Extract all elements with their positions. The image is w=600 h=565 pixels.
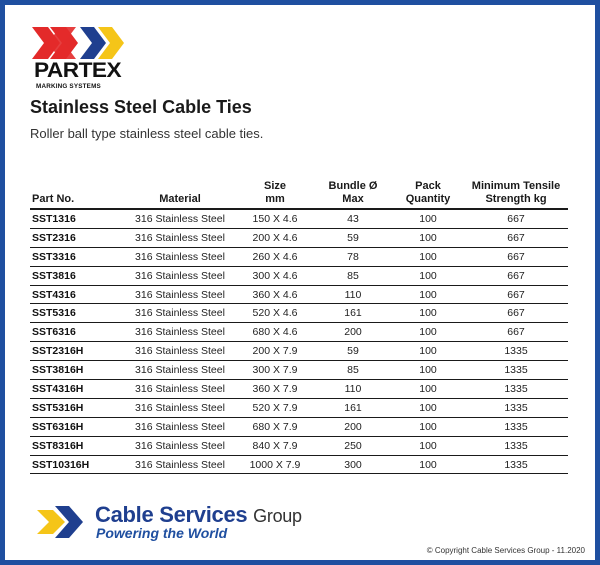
bundle-cell: 59 bbox=[347, 345, 359, 358]
company-tagline: Powering the World bbox=[96, 525, 228, 541]
pack-quantity-cell: 100 bbox=[419, 383, 437, 396]
pack-quantity-cell: 100 bbox=[419, 420, 437, 433]
tensile-strength-cell: 1335 bbox=[504, 420, 528, 433]
spec-table bbox=[30, 175, 568, 474]
size-cell: 200 X 4.6 bbox=[252, 231, 298, 244]
part-number: SST4316H bbox=[32, 383, 84, 396]
size-cell: 680 X 4.6 bbox=[252, 326, 298, 339]
size-cell: 360 X 4.6 bbox=[252, 288, 298, 301]
pack-quantity-cell: 100 bbox=[419, 458, 437, 471]
partex-chevrons-icon bbox=[30, 25, 130, 61]
size-cell: 680 X 7.9 bbox=[252, 420, 298, 433]
pack-quantity-cell: 100 bbox=[419, 439, 437, 452]
header-size bbox=[235, 180, 315, 206]
pack-quantity-cell: 100 bbox=[419, 213, 437, 225]
table-body bbox=[30, 210, 568, 474]
header-material: Material bbox=[159, 193, 201, 205]
header-tensile-line1: Minimum Tensile bbox=[471, 180, 561, 192]
material-cell: 316 Stainless Steel bbox=[135, 458, 225, 471]
table-row bbox=[30, 210, 568, 229]
header-pack bbox=[388, 180, 468, 206]
header-bundle-line2: Max bbox=[342, 193, 364, 205]
bundle-cell: 85 bbox=[347, 269, 359, 282]
product-sheet bbox=[5, 5, 595, 560]
tensile-strength-cell: 667 bbox=[507, 269, 525, 282]
bundle-cell: 110 bbox=[344, 288, 362, 301]
pack-quantity-cell: 100 bbox=[419, 326, 437, 339]
size-cell: 360 X 7.9 bbox=[252, 383, 298, 396]
material-cell: 316 Stainless Steel bbox=[135, 213, 225, 225]
bundle-cell: 59 bbox=[347, 231, 359, 244]
table-row bbox=[30, 380, 568, 399]
bundle-cell: 161 bbox=[344, 401, 362, 414]
material-cell: 316 Stainless Steel bbox=[135, 269, 225, 282]
tensile-strength-cell: 667 bbox=[507, 307, 525, 320]
tensile-strength-cell: 667 bbox=[507, 231, 525, 244]
material-cell: 316 Stainless Steel bbox=[135, 345, 225, 358]
part-number: SST3316 bbox=[32, 250, 76, 263]
pack-quantity-cell: 100 bbox=[419, 401, 437, 414]
header-size-line1: Size bbox=[263, 180, 286, 192]
copyright-notice: © Copyright Cable Services Group - 11.2020 bbox=[426, 546, 585, 555]
part-number: SST2316 bbox=[32, 231, 76, 244]
pack-quantity-cell: 100 bbox=[419, 345, 437, 358]
pack-quantity-cell: 100 bbox=[419, 231, 437, 244]
partex-wordmark: PARTEX bbox=[34, 59, 122, 82]
table-row bbox=[30, 399, 568, 418]
part-number: SST6316 bbox=[32, 326, 76, 339]
table-row bbox=[30, 304, 568, 323]
table-row bbox=[30, 361, 568, 380]
table-header bbox=[30, 175, 568, 208]
table-row bbox=[30, 286, 568, 305]
part-number: SST8316H bbox=[32, 439, 84, 452]
partex-tagline: MARKING SYSTEMS bbox=[36, 83, 101, 90]
bundle-cell: 161 bbox=[344, 307, 362, 320]
material-cell: 316 Stainless Steel bbox=[135, 231, 225, 244]
header-part: Part No. bbox=[32, 193, 75, 205]
table-row bbox=[30, 323, 568, 342]
bundle-cell: 200 bbox=[344, 326, 362, 339]
size-cell: 150 X 4.6 bbox=[252, 213, 298, 225]
header-tensile-line2: Strength kg bbox=[485, 193, 547, 205]
part-number: SST5316H bbox=[32, 401, 84, 414]
header-size-line2: mm bbox=[265, 193, 285, 205]
material-cell: 316 Stainless Steel bbox=[135, 401, 225, 414]
size-cell: 520 X 4.6 bbox=[252, 307, 298, 320]
size-cell: 1000 X 7.9 bbox=[249, 458, 301, 471]
header-tensile bbox=[470, 180, 562, 206]
part-number: SST3816H bbox=[32, 364, 84, 377]
material-cell: 316 Stainless Steel bbox=[135, 364, 225, 377]
size-cell: 200 X 7.9 bbox=[252, 345, 298, 358]
table-row bbox=[30, 342, 568, 361]
material-cell: 316 Stainless Steel bbox=[135, 250, 225, 263]
part-number: SST10316H bbox=[32, 458, 90, 471]
table-row bbox=[30, 456, 568, 475]
part-number: SST1316 bbox=[32, 213, 76, 225]
material-cell: 316 Stainless Steel bbox=[135, 420, 225, 433]
material-cell: 316 Stainless Steel bbox=[135, 288, 225, 301]
material-cell: 316 Stainless Steel bbox=[135, 383, 225, 396]
tensile-strength-cell: 1335 bbox=[504, 345, 528, 358]
cable-services-logo-icon bbox=[35, 502, 87, 542]
pack-quantity-cell: 100 bbox=[419, 364, 437, 377]
header-pack-line2: Quantity bbox=[405, 193, 451, 205]
size-cell: 260 X 4.6 bbox=[252, 250, 298, 263]
part-number: SST6316H bbox=[32, 420, 84, 433]
tensile-strength-cell: 1335 bbox=[504, 439, 528, 452]
bundle-cell: 85 bbox=[347, 364, 359, 377]
header-pack-line1: Pack bbox=[415, 180, 441, 192]
pack-quantity-cell: 100 bbox=[419, 288, 437, 301]
material-cell: 316 Stainless Steel bbox=[135, 307, 225, 320]
tensile-strength-cell: 1335 bbox=[504, 383, 528, 396]
bundle-cell: 110 bbox=[344, 383, 362, 396]
tensile-strength-cell: 1335 bbox=[504, 364, 528, 377]
table-row bbox=[30, 229, 568, 248]
table-row bbox=[30, 437, 568, 456]
bundle-cell: 43 bbox=[347, 213, 359, 225]
pack-quantity-cell: 100 bbox=[419, 307, 437, 320]
part-number: SST3816 bbox=[32, 269, 76, 282]
table-row bbox=[30, 267, 568, 286]
page-title: Stainless Steel Cable Ties bbox=[30, 97, 252, 117]
tensile-strength-cell: 1335 bbox=[504, 401, 528, 414]
part-number: SST4316 bbox=[32, 288, 76, 301]
material-cell: 316 Stainless Steel bbox=[135, 439, 225, 452]
partex-logo bbox=[30, 25, 130, 93]
header-bundle-line1: Bundle Ø bbox=[328, 180, 378, 192]
bundle-cell: 300 bbox=[344, 458, 362, 471]
header-bundle bbox=[313, 180, 393, 206]
part-number: SST5316 bbox=[32, 307, 76, 320]
tensile-strength-cell: 667 bbox=[507, 250, 525, 263]
size-cell: 520 X 7.9 bbox=[252, 401, 298, 414]
company-name-main: Cable Services bbox=[95, 502, 248, 527]
pack-quantity-cell: 100 bbox=[419, 269, 437, 282]
page-subtitle: Roller ball type stainless steel cable ties. bbox=[30, 126, 264, 141]
material-cell: 316 Stainless Steel bbox=[135, 326, 225, 339]
company-name-suffix: Group bbox=[253, 506, 302, 526]
bundle-cell: 78 bbox=[347, 250, 359, 263]
size-cell: 300 X 4.6 bbox=[252, 269, 298, 282]
tensile-strength-cell: 667 bbox=[507, 326, 525, 339]
part-number: SST2316H bbox=[32, 345, 84, 358]
size-cell: 300 X 7.9 bbox=[252, 364, 298, 377]
tensile-strength-cell: 1335 bbox=[504, 458, 528, 471]
table-row bbox=[30, 248, 568, 267]
bundle-cell: 250 bbox=[344, 439, 362, 452]
pack-quantity-cell: 100 bbox=[419, 250, 437, 263]
tensile-strength-cell: 667 bbox=[507, 288, 525, 301]
bundle-cell: 200 bbox=[344, 420, 362, 433]
size-cell: 840 X 7.9 bbox=[252, 439, 298, 452]
table-row bbox=[30, 418, 568, 437]
tensile-strength-cell: 667 bbox=[507, 213, 525, 225]
